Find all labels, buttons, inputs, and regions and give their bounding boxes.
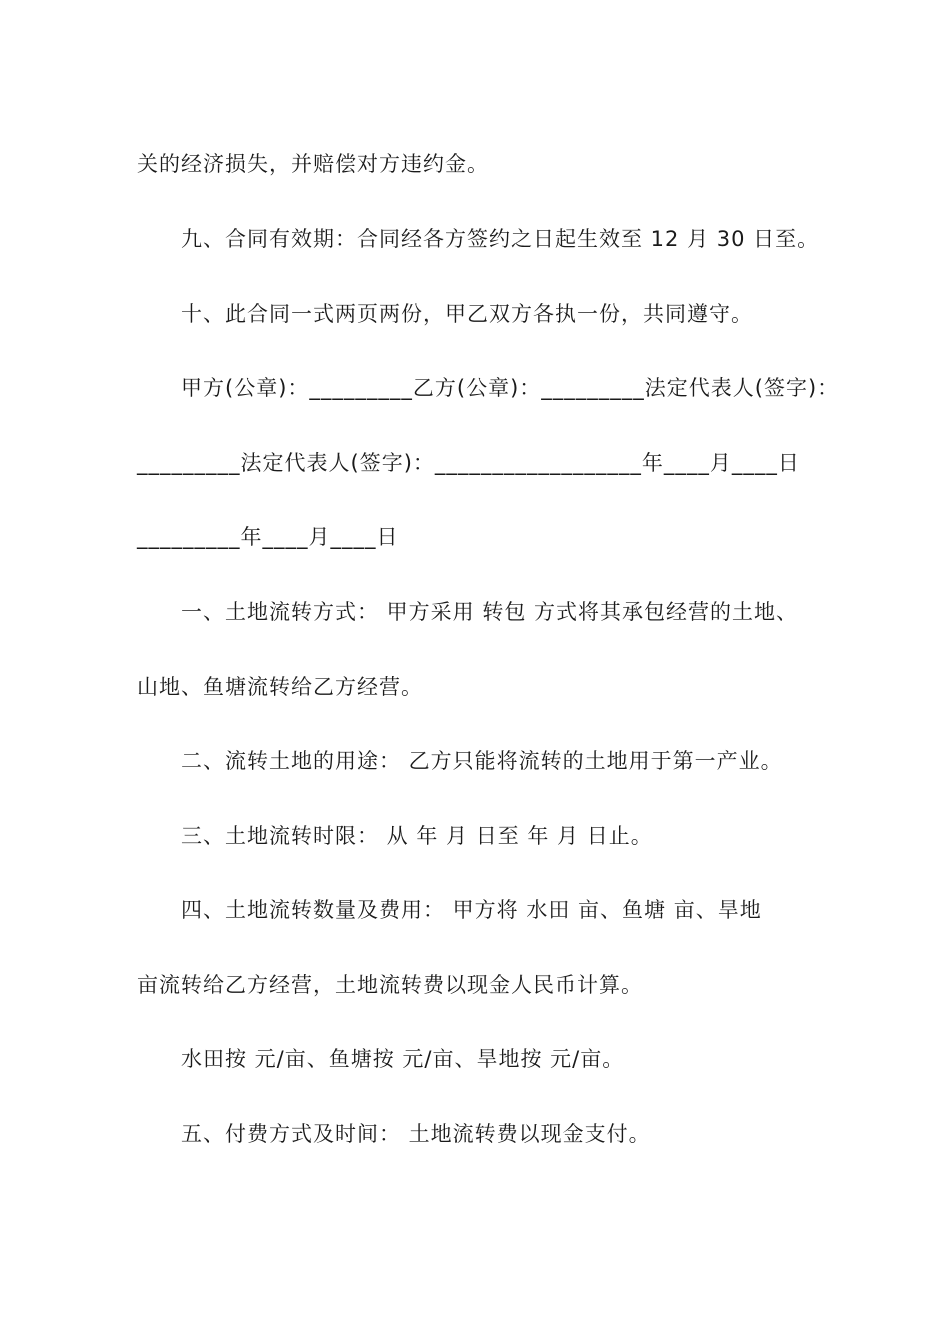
signature-line-representative-date: _________法定代表人(签字)：__________________年____月____日	[137, 451, 800, 475]
clause-four-quantity-fees: 四、土地流转数量及费用： 甲方将 水田 亩、鱼塘 亩、旱地	[181, 898, 762, 922]
signature-line-date: _________年____月____日	[137, 525, 399, 549]
clause-ten-copies: 十、此合同一式两页两份，甲乙双方各执一份，共同遵守。	[181, 302, 753, 326]
clause-five-payment: 五、付费方式及时间： 土地流转费以现金支付。	[181, 1122, 651, 1146]
clause-one-transfer-method: 一、土地流转方式： 甲方采用 转包 方式将其承包经营的土地、	[181, 600, 799, 624]
fee-rates-line: 水田按 元/亩、鱼塘按 元/亩、旱地按 元/亩。	[181, 1047, 625, 1071]
paragraph-line: 关的经济损失，并赔偿对方违约金。	[137, 152, 489, 176]
paragraph-line: 山地、鱼塘流转给乙方经营。	[137, 675, 423, 699]
clause-two-land-use: 二、流转土地的用途： 乙方只能将流转的土地用于第一产业。	[181, 749, 783, 773]
clause-three-term: 三、土地流转时限： 从 年 月 日至 年 月 日止。	[181, 824, 653, 848]
clause-nine-validity: 九、合同有效期：合同经各方签约之日起生效至 12 月 30 日至。	[181, 227, 820, 251]
signature-line-parties: 甲方(公章)：_________乙方(公章)：_________法定代表人(签字)：	[181, 376, 840, 400]
paragraph-line: 亩流转给乙方经营，土地流转费以现金人民币计算。	[137, 973, 643, 997]
